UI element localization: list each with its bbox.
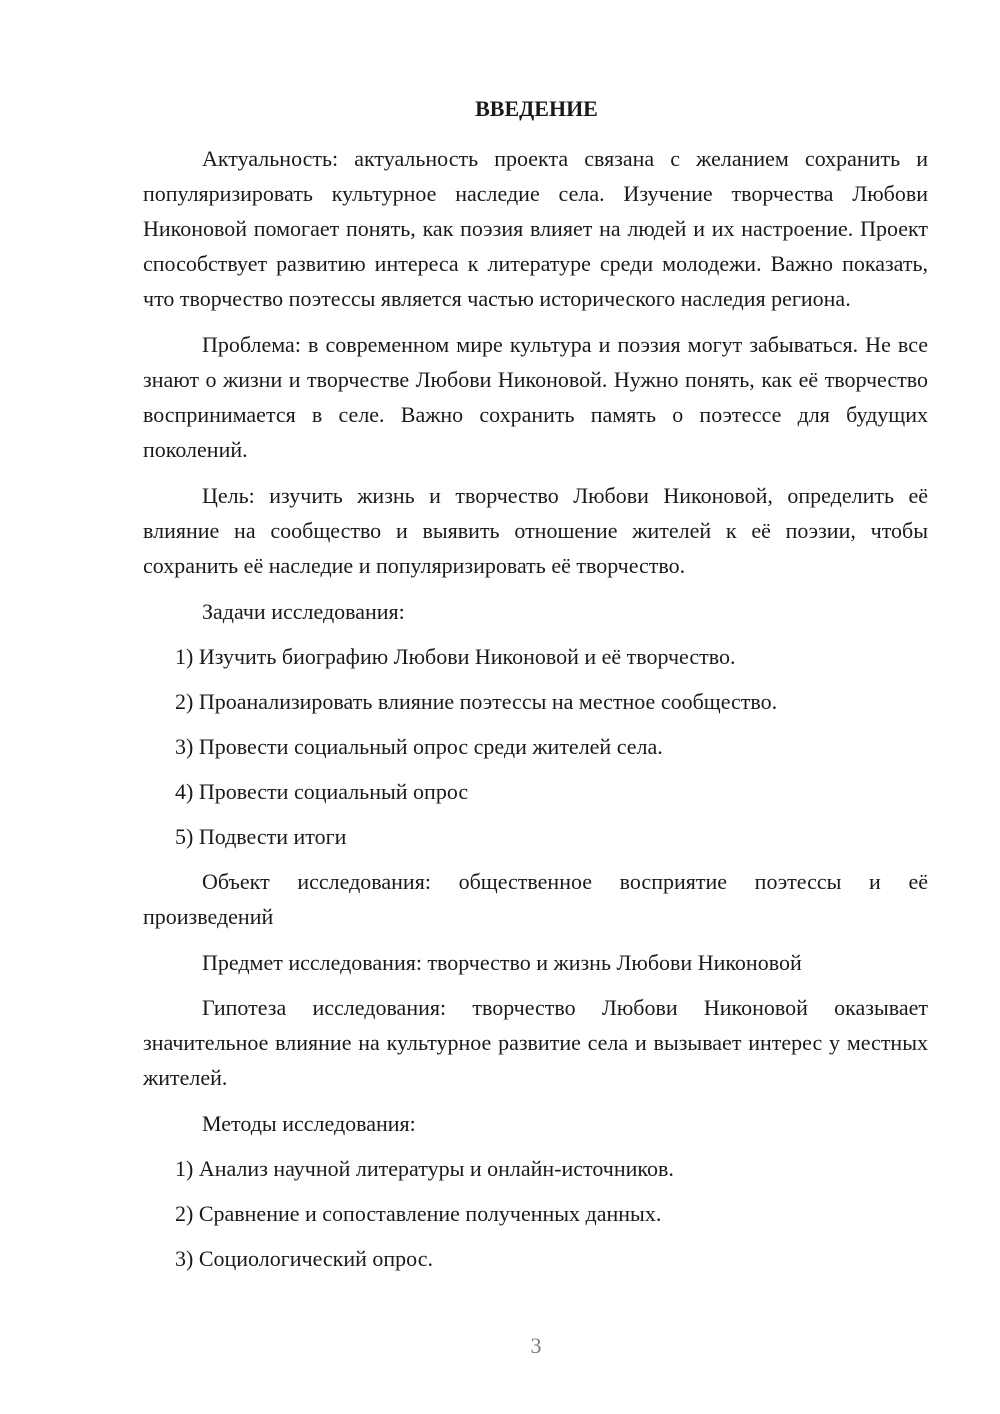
page-number: 3 <box>530 1333 542 1358</box>
methods-heading: Методы исследования: <box>202 1111 416 1136</box>
problem-paragraph: Проблема: в современном мире культура и поэзия могут забываться. Не все знают о жизни и творчестве Любови Никоновой. Нужно понять, как её творчество воспринимается в селе. Важно сохранить память о поэтессе для будущих поколений. <box>143 332 928 462</box>
task-item-2: 2) Проанализировать влияние поэтессы на местное сообщество. <box>175 689 778 714</box>
subject-paragraph: Предмет исследования: творчество и жизнь Любови Никоновой <box>202 950 802 975</box>
goal-paragraph: Цель: изучить жизнь и творчество Любови Никоновой, определить её влияние на сообщество и выявить отношение жителей к её поэзии, чтобы сохранить её наследие и популяризировать её творчество. <box>143 483 928 578</box>
page-title: ВВЕДЕНИЕ <box>475 96 598 121</box>
method-item-2: 2) Сравнение и сопоставление полученных данных. <box>175 1201 662 1226</box>
tasks-heading: Задачи исследования: <box>202 599 405 624</box>
task-item-1: 1) Изучить биографию Любови Никоновой и её творчество. <box>175 644 736 669</box>
relevance-paragraph: Актуальность: актуальность проекта связана с желанием сохранить и популяризировать культурное наследие села. Изучение творчества Любови Никоновой помогает понять, как поэзия влияет на людей и их настроение. Проект способствует развитию интереса к литературе среди молодежи. Важно показать, что творчество поэтессы является частью исторического наследия региона. <box>143 146 928 311</box>
task-item-4: 4) Провести социальный опрос <box>175 779 469 804</box>
hypothesis-paragraph: Гипотеза исследования: творчество Любови Никоновой оказывает значительное влияние на культурное развитие села и вызывает интерес у местных жителей. <box>143 995 928 1090</box>
object-paragraph: Объект исследования: общественное восприятие поэтессы и её произведений <box>143 869 928 929</box>
method-item-3: 3) Социологический опрос. <box>175 1246 433 1271</box>
document-page <box>143 92 928 1286</box>
method-item-1: 1) Анализ научной литературы и онлайн-источников. <box>175 1156 674 1181</box>
task-item-3: 3) Провести социальный опрос среди жителей села. <box>175 734 663 759</box>
task-item-5: 5) Подвести итоги <box>175 824 347 849</box>
